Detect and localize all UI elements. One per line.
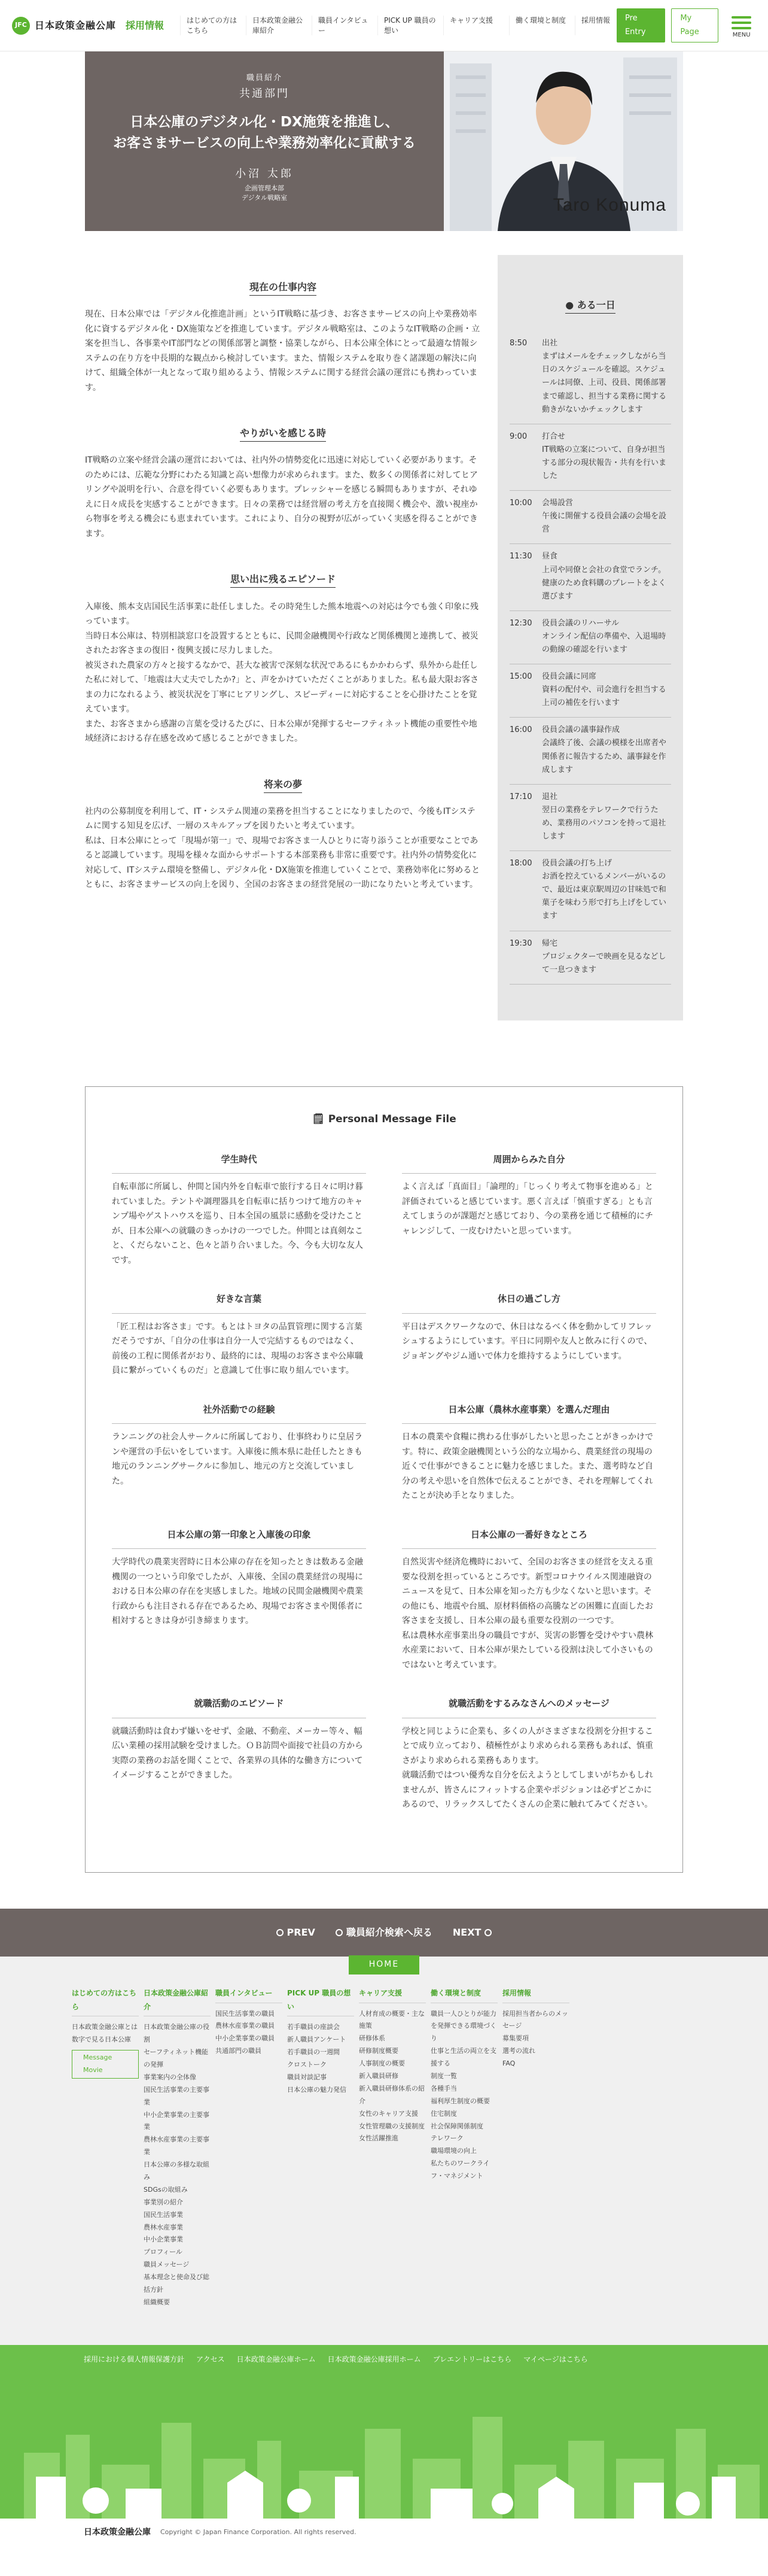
message-card-body: よく言えば「真面目」「論理的」「じっくり考えて物事を進める」と評価されていると感じています。悪く言えば「慎重すぎる」とも言えてしまうのが課題だと感じており、今の業務を通じて積極的にチャレンジして、一皮むけたいと思っています。 — [402, 1182, 653, 1236]
day-title: ● ある一日 — [510, 297, 671, 313]
message-card-body: 自然災害や経済危機時において、全国のお客さまの経営を支える重要な役割を担っているところです。新型コロナウイルス関連融資のニュースを見て、日本公庫を知った方も少なくないと思います。その他にも、地震や台風、原材料価格の高騰などの困難に直面したお客さまを支援し、日本公庫の最も重要な役割の一つです。 私は農林水産事業出身の職員ですが、災害の影響を受けやすい農林水産業において、日本公庫が果たしている役割は決して小さいものではないと考えています。 — [402, 1557, 653, 1670]
message-movie-button[interactable]: Message Movie — [72, 2050, 139, 2079]
footer-link[interactable]: 日本政策金融公庫採用ホーム — [327, 2355, 421, 2364]
chevron-right-icon — [484, 1929, 492, 1936]
hero-affiliation: 企画管理本部 デジタル戦略室 — [241, 184, 288, 202]
timeline-item — [510, 424, 671, 491]
sitemap-link[interactable]: 制度一覧 — [431, 2071, 457, 2080]
sitemap-link[interactable]: 新人職員アンケート — [287, 2036, 346, 2044]
sitemap-link[interactable]: 新入職員研修体系の紹介 — [359, 2084, 425, 2105]
timeline-item — [510, 544, 671, 610]
section-body-episode: 入庫後、熊本支店国民生活事業に赴任しました。その時発生した熊本地震への対応は今でも強く印象に残っています。 当時日本公庫は、特別相談窓口を設置するとともに、民間金融機関や行政など関係機関と連携して、被災されたお客さまの復旧・復興支援に尽力しました。 被災された農家の方々と接するなかで、甚大な被害で深刻な状況であるにもかかわらず、県外から赴任した私に対して、「地震は大丈夫でしたか?」と、声をかけていただくことがありました。私も最大限お客さまの力になれるよう、被災状況を丁寧にヒアリングし、スピーディーに対応することを心掛けたことを覚えています。 また、お客さまから感謝の言葉を受けるたびに、日本公庫が発揮するセーフティネット機能の重要性や地域経済における存在感を改めて感じることができました。 — [85, 602, 479, 744]
timeline-text: 役員会議のリハーサル オンライン配信の準備や、入退場時の動線の確認を行います — [542, 618, 666, 654]
pager — [0, 1909, 768, 1957]
section-title-current-work: 現在の仕事内容 — [85, 279, 481, 295]
sitemap-heading[interactable]: PICK UP 職員の想い — [287, 1986, 354, 2017]
home-bar — [0, 1957, 768, 1980]
timeline-text: 帰宅 プロジェクターで映画を見るなどして一息つきます — [542, 938, 666, 974]
sitemap-link[interactable]: 中小企業事業の主要事業 — [144, 2110, 209, 2131]
hero-text-panel — [85, 51, 444, 231]
sitemap-link[interactable]: 日本公庫の魅力発信 — [287, 2085, 346, 2094]
section-body-current-work: 現在、日本公庫では「デジタル化推進計画」というIT戦略に基づき、お客さまサービスの向上や業務効率化に資するデジタル化・DX施策などを推進しています。デジタル戦略室は、このようなIT戦略の企画・立案を担当し、各事業やIT部門などの関係部署と調整・協業しながら、日本公庫全体にとって最適な情報システムの在り方を中長期的な観点から検討しています。また、情報システムを取り巻く諸課題の解決に向けて、組織全体が一丸となって取り組めるよう、情報システムに関する経営会議の運営にも携わっています。 — [85, 309, 480, 393]
footer-link[interactable]: 日本政策金融公庫ホーム — [236, 2355, 316, 2364]
sitemap-link[interactable]: 職員一人ひとりが能力を発揮できる環境づくり — [431, 2009, 496, 2043]
sitemap-link[interactable]: 女性のキャリア支援 — [359, 2109, 418, 2118]
sitemap-link[interactable]: SDGsの取組み — [144, 2185, 188, 2194]
sitemap-link[interactable]: 日本政策金融公庫とは — [72, 2023, 138, 2031]
message-card-title: 日本公庫（農林水産事業）を選んだ理由 — [402, 1402, 656, 1424]
message-card — [112, 1527, 366, 1673]
personal-message-file — [85, 1086, 683, 1873]
timeline-time: 10:00 — [510, 499, 532, 508]
timeline-text: 退社 翌日の業務をテレワークで行うため、業務用のパソコンを持って退社します — [542, 792, 666, 841]
sitemap-link[interactable]: セーフティネット機能の発揮 — [144, 2048, 209, 2068]
sitemap-link[interactable]: 事業別の紹介 — [144, 2198, 183, 2206]
sitemap — [0, 1980, 768, 2345]
timeline-item — [510, 664, 671, 718]
timeline-item — [510, 785, 671, 851]
site-logo[interactable] — [12, 17, 180, 35]
sitemap-link[interactable]: 国民生活事業の主要事業 — [144, 2085, 209, 2106]
timeline-text: 役員会議の議事録作成 会議終了後、会議の模様を出席者や関係者に報告するため、議事録を作成します — [542, 725, 667, 774]
message-card-body: 平日はデスクワークなので、休日はなるべく体を動かしてリフレッシュするようにしています。平日に同期や友人と飲みに行くので、ジョギングやジム通いで体力を維持するようにしています。 — [402, 1322, 653, 1361]
sitemap-link[interactable]: 日本公庫の多様な取組み — [144, 2161, 209, 2182]
sitemap-link[interactable]: 数字で見る日本公庫 — [72, 2036, 131, 2044]
message-card — [402, 1696, 656, 1812]
timeline-text: 出社 まずはメールをチェックしながら当日のスケジュールを確認。スケジュールは同僚、上司、役員、関係部署まで確認し、担当する業務に関する動きがないかチェックします — [542, 339, 667, 414]
timeline-text: 会場設営 午後に開催する役員会議の会場を設営 — [542, 499, 667, 534]
footer-link[interactable]: 採用における個人情報保護方針 — [84, 2355, 185, 2364]
timeline-text: 役員会議に同席 資料の配付や、司会進行を担当する上司の補佐を行います — [542, 672, 666, 708]
sitemap-link[interactable]: 農林水産事業 — [144, 2223, 183, 2231]
sitemap-link[interactable]: 女性活躍推進 — [359, 2134, 398, 2143]
hamburger-icon — [732, 16, 751, 19]
timeline-item — [510, 718, 671, 784]
main-content — [85, 231, 683, 1020]
mypage-button[interactable]: My Page — [671, 8, 718, 42]
message-card-body: 自転車部に所属し、仲間と国内外を自転車で旅行する日々に明け暮れていました。テントや調理器具を自転車に括りつけて地方のキャンプ場やゲストハウスを巡り、日本全国の風景に感動を受けたことが、日本公庫への就職のきっかけの一つでした。仲間とは真剣なこと、くだらないこと、色々と語り合いました。今、今も大切な友人です。 — [112, 1182, 363, 1265]
sitemap-link[interactable]: 中小企業事業の職員 — [215, 2034, 275, 2043]
prev-link[interactable]: PREV — [276, 1924, 315, 1940]
sitemap-link[interactable]: FAQ — [502, 2059, 516, 2068]
hero-name-english: Taro Konuma — [553, 195, 666, 215]
timeline-item — [510, 331, 671, 424]
message-card-title: 学生時代 — [112, 1152, 366, 1174]
sitemap-link[interactable]: プロフィール — [144, 2248, 182, 2256]
nav-beginners[interactable]: はじめての方はこちら — [180, 16, 246, 36]
chevron-left-icon — [276, 1929, 284, 1936]
hero-kicker: 職員紹介 — [246, 74, 282, 83]
nav-career[interactable]: キャリア支援 — [443, 16, 509, 36]
message-grid — [112, 1152, 656, 1836]
sitemap-link[interactable]: 若手職員の一週間 — [287, 2048, 340, 2056]
sitemap-link[interactable]: 中小企業事業 — [144, 2235, 183, 2244]
back-to-search-link[interactable]: 職員紹介検索へ戻る — [336, 1924, 432, 1940]
sitemap-link[interactable]: 農林水産事業の職員 — [215, 2022, 275, 2030]
logo-subtitle: 採用情報 — [126, 19, 164, 31]
sitemap-link[interactable]: 人事制度の概要 — [359, 2059, 405, 2068]
message-card-title: 日本公庫の一番好きなところ — [402, 1527, 656, 1550]
message-card — [402, 1292, 656, 1378]
sitemap-link[interactable]: 採用担当者からのメッセージ — [502, 2009, 568, 2030]
logo-text: 日本政策金融公庫 — [35, 19, 117, 31]
sitemap-link[interactable]: テレワーク — [431, 2134, 464, 2143]
sitemap-link[interactable]: 職場環境の向上 — [431, 2147, 477, 2155]
section-title-episode: 思い出に残るエピソード — [85, 571, 481, 587]
section-body-rewarding: IT戦略の立案や経営会議の運営においては、社内外の情勢変化に迅速に対応していく必要があります。そのためには、広範な分野にわたる知識と高い想像力が求められます。また、数多くの関係者に対してヒアリングや説明を行い、合意を得ていく必要もあります。プレッシャーを感じる瞬間もありますが、それゆえに日々成長を実感することができます。日々の業務では経営層の考え方を直接聞く機会や、激い視座から物事を考える機会にも恵まれています。これにより、自分の視野が広がっていく実感を得ることができます。 — [85, 455, 478, 539]
section-title-future: 将来の夢 — [85, 776, 481, 792]
timeline-item — [510, 931, 671, 985]
timeline-time: 17:10 — [510, 792, 532, 801]
footer-link[interactable]: マイページはこちら — [523, 2355, 588, 2364]
circle-icon — [336, 1929, 343, 1936]
interview-column — [85, 255, 498, 1020]
footer-link[interactable]: プレエントリーはこちら — [432, 2355, 512, 2364]
menu-button[interactable] — [727, 13, 756, 38]
sitemap-link[interactable]: 女性管理職の支援制度 — [359, 2122, 425, 2130]
message-card — [112, 1292, 366, 1378]
sitemap-column — [287, 1986, 359, 2309]
file-icon: 🗒 — [312, 1113, 328, 1125]
timeline-time: 18:00 — [510, 859, 532, 868]
sitemap-column — [144, 1986, 215, 2309]
sitemap-heading[interactable]: キャリア支援 — [359, 1986, 426, 2003]
hero-name: 小沼 太郎 — [235, 167, 294, 180]
sitemap-link[interactable]: 基本理念と使命及び総括方針 — [144, 2273, 209, 2294]
message-card-title: 社外活動での経験 — [112, 1402, 366, 1424]
message-card — [402, 1402, 656, 1503]
nav-about[interactable]: 日本政策金融公庫紹介 — [246, 16, 312, 36]
timeline-time: 19:30 — [510, 938, 532, 948]
hero — [85, 51, 683, 231]
sitemap-link[interactable]: 住宅制度 — [431, 2109, 457, 2118]
sitemap-link[interactable]: 共通部門の職員 — [215, 2047, 261, 2055]
timeline-time: 15:00 — [510, 672, 532, 682]
sitemap-link[interactable]: 職員対談記事 — [287, 2073, 327, 2081]
sitemap-link[interactable]: 新入職員研修 — [359, 2071, 398, 2080]
cityscape-illustration — [0, 2387, 768, 2519]
header-buttons — [617, 8, 718, 42]
sitemap-link[interactable]: 研修制度概要 — [359, 2047, 398, 2055]
message-card-title: 就職活動をするみなさんへのメッセージ — [402, 1696, 656, 1718]
message-title: 🗒 Personal Message File — [312, 1113, 456, 1125]
message-card — [112, 1152, 366, 1268]
message-card-body: ランニングの社会人サークルに所属しており、仕事終わりに皇居ランや運営の手伝いをしています。入庫後に熊本県に赴任したときも地元のランニングサークルに参加し、地元の方と交流していました。 — [112, 1432, 363, 1486]
timeline-item — [510, 491, 671, 544]
hero-lead: 日本公庫のデジタル化・DX施策を推進し、 お客さまサービスの向上や業務効率化に貢献する — [113, 114, 416, 151]
message-card-title: 休日の過ごし方 — [402, 1292, 656, 1314]
message-card-body: 学校と同じように企業も、多くの人がさまざまな役割を分担することで成り立っており、積極性がより求められる業務もあれば、慎重さがより求められる業務もあります。 就職活動ではつい優秀な自分を伝えようとしてしまいがちかもしれませんが、皆さんにフィットする企業やポジションは必ずどこかにあるので、リラックスしてたくさんの企業に触れてみてください。 — [402, 1726, 653, 1810]
sitemap-link[interactable]: 選考の流れ — [502, 2047, 535, 2055]
green-footer — [0, 2345, 768, 2519]
timeline-item — [510, 851, 671, 931]
message-card — [112, 1696, 366, 1812]
sitemap-column — [72, 1986, 144, 2309]
timeline-text: 昼食 上司や同僚と会社の食堂でランチ。健康のため食料購のプレートをよく選びます — [542, 552, 666, 601]
sitemap-link[interactable]: 仕事と生活の両立を支援する — [431, 2047, 496, 2068]
timeline-time: 12:30 — [510, 618, 532, 628]
copyright-text: Copyright © Japan Finance Corporation. All rights reserved. — [160, 2528, 356, 2536]
nav-interview[interactable]: 職員インタビュー — [312, 16, 377, 36]
next-link[interactable]: NEXT — [453, 1924, 492, 1940]
sitemap-column — [502, 1986, 574, 2309]
day-schedule — [498, 255, 683, 1020]
message-card-title: 就職活動のエピソード — [112, 1696, 366, 1718]
sitemap-link[interactable]: 組織概要 — [144, 2298, 170, 2306]
timeline-text: 打合せ IT戦略の立案について、自身が担当する部分の現状報告・共有を行いました — [542, 432, 667, 481]
timeline-text: 役員会議の打ち上げ お酒を控えているメンバーがいるので、最近は東京駅周辺の甘味処で和菓子を味わう形で打ち上げをしています — [542, 859, 667, 921]
sitemap-heading[interactable]: 採用情報 — [502, 1986, 569, 2003]
sitemap-link[interactable]: クロストーク — [287, 2061, 327, 2068]
sitemap-link[interactable]: 日本政策金融公庫の役割 — [144, 2023, 209, 2044]
nav-pickup[interactable]: PICK UP 職員の想い — [377, 16, 443, 36]
sitemap-column — [359, 1986, 431, 2309]
sitemap-link[interactable]: 人材育成の概要・主な施策 — [359, 2009, 425, 2030]
hero-department: 共通部門 — [239, 87, 289, 101]
timeline — [510, 331, 671, 985]
message-card-title: 好きな言葉 — [112, 1292, 366, 1314]
message-card-body: 「匠工程はお客さま」です。もとはトヨタの品質管理に関する言葉だそうですが、「自分の仕事は自分一人で完結するものではなく、前後の工程に関係者がおり、最終的には、現場のお客さまや公庫職員に繋がっていくものだ」と意識して仕事に取り組んでいます。 — [112, 1322, 363, 1376]
sitemap-link[interactable]: 国民生活事業の職員 — [215, 2009, 275, 2018]
message-card-title: 周囲からみた自分 — [402, 1152, 656, 1174]
sitemap-column — [431, 1986, 502, 2309]
timeline-item — [510, 611, 671, 664]
footer-links — [0, 2345, 768, 2374]
sitemap-link[interactable]: 各種手当 — [431, 2084, 457, 2092]
timeline-time: 8:50 — [510, 339, 528, 348]
footer-link[interactable]: アクセス — [196, 2355, 225, 2364]
message-card-body: 日本の農業や食糧に携わる仕事がしたいと思ったことがきっかけです。特に、政策金融機関という公的な立場から、農業経営の現場の近くで仕事ができることに魅力を感じました。また、選考時など自分の考えや思いを自然体で伝えることができ、それを理解してくれたことが決め手となりました。 — [402, 1432, 653, 1501]
menu-label: MENU — [732, 31, 751, 38]
sitemap-link[interactable]: 社会保障関係制度 — [431, 2122, 483, 2130]
sitemap-link[interactable]: 農林水産事業の主要事業 — [144, 2135, 209, 2156]
section-body-future: 社内の公募制度を利用して、IT・システム関連の業務を担当することになりましたので、今後もITシステムに関する知見を広げ、一層のスキルアップを図りたいと考えています。 私は、日本公庫にとって「現場が第一」で、現場でお客さま一人ひとりに寄り添うことが重要なことであると認識しています。現場を様々な面からサポートする本部業務も非常に重要です。社内外の情勢変化に対応して、ITシステム環境を整備し、デジタル化・DX施策を推進していくことで、業務効率化に努めるとともに、お客さまサービスの向上を図り、全国のお客さまの経営発展の一助になりたいと考えています。 — [85, 806, 480, 890]
pre-entry-button[interactable]: Pre Entry — [617, 8, 665, 42]
message-card-body: 大学時代の農業実習時に日本公庫の存在を知ったときは数ある金融機関の一つという印象でしたが、入庫後、全国の農業経営の現場における日本公庫の存在を実感しました。地域の民間金融機関や農業行政からも注目される存在であるため、現場でお客さまや関係者に相対するときは身が引き締まります。 — [112, 1557, 363, 1626]
footer-logo[interactable]: 日本政策金融公庫 — [84, 2527, 151, 2537]
sitemap-link[interactable]: 私たちのワークライフ・マネジメント — [431, 2159, 490, 2180]
timeline-time: 9:00 — [510, 432, 528, 441]
sitemap-heading[interactable]: 職員インタビュー — [215, 1986, 282, 2003]
sitemap-link[interactable]: 事業案内の全体像 — [144, 2073, 196, 2081]
hero-portrait — [444, 51, 683, 231]
nav-recruit[interactable]: 採用情報 — [575, 16, 617, 36]
section-title-rewarding: やりがいを感じる時 — [85, 425, 481, 441]
logo-mark: JFC — [12, 17, 30, 35]
home-button[interactable]: HOME — [349, 1955, 419, 1974]
timeline-time: 11:30 — [510, 552, 532, 561]
sitemap-link[interactable]: 職員メッセージ — [144, 2261, 190, 2269]
sitemap-heading[interactable]: 働く環境と制度 — [431, 1986, 498, 2003]
copyright-bar — [0, 2519, 768, 2547]
message-card — [402, 1527, 656, 1673]
sitemap-heading[interactable]: 日本政策金融公庫紹介 — [144, 1986, 211, 2017]
sitemap-column — [215, 1986, 287, 2309]
message-card — [112, 1402, 366, 1503]
global-nav — [180, 16, 617, 36]
sitemap-heading[interactable]: はじめての方はこちら — [72, 1986, 139, 2017]
sitemap-link[interactable]: 若手職員の座談会 — [287, 2023, 340, 2031]
nav-environment[interactable]: 働く環境と制度 — [509, 16, 575, 36]
message-card — [402, 1152, 656, 1268]
sitemap-link[interactable]: 福利厚生制度の概要 — [431, 2097, 490, 2105]
message-card-body: 就職活動時は食わず嫌いをせず、金融、不動産、メーカー等々、幅広い業種の採用試験を受けました。ＯＢ訪問や面接で社員の方から実際の業務のお話を聞くことで、各業界の具体的な働き方についてイメージすることができました。 — [112, 1726, 363, 1781]
sitemap-link[interactable]: 募集要項 — [502, 2034, 529, 2043]
sitemap-link[interactable]: 研修体系 — [359, 2034, 385, 2043]
message-card-title: 日本公庫の第一印象と入庫後の印象 — [112, 1527, 366, 1550]
timeline-time: 16:00 — [510, 725, 532, 735]
site-header — [0, 0, 768, 51]
sitemap-link[interactable]: 国民生活事業 — [144, 2210, 183, 2219]
